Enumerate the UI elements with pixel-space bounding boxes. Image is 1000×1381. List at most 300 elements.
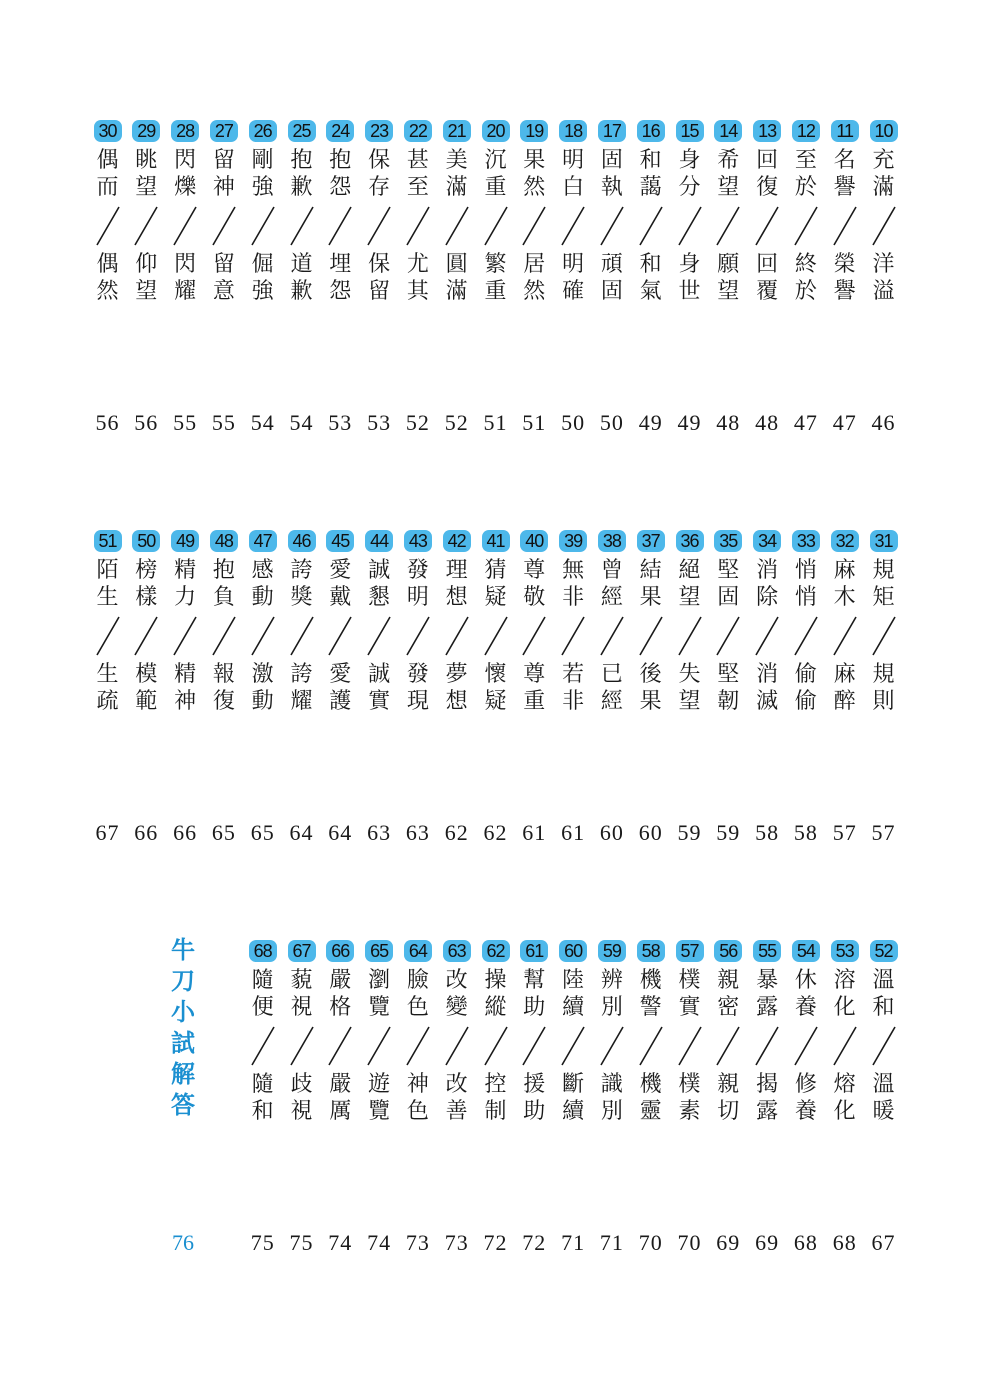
- page-reference: 49: [677, 410, 702, 435]
- word-char: 榜: [135, 558, 158, 583]
- word-char: 譽: [833, 175, 856, 200]
- page-reference: 60: [638, 820, 663, 845]
- word-char: 無: [562, 558, 585, 583]
- word-char: 望: [135, 175, 158, 200]
- item-number-badge: 47: [249, 530, 277, 552]
- word-char: 明: [406, 585, 429, 610]
- page-reference: 68: [832, 1230, 857, 1255]
- slash-divider: [287, 201, 317, 251]
- word-char: 化: [833, 995, 856, 1020]
- slash-line: [756, 1027, 778, 1065]
- word-char: 樣: [135, 585, 158, 610]
- word-char: 藹: [639, 175, 662, 200]
- answer-entry: [243, 940, 282, 1125]
- slash-line: [485, 207, 507, 245]
- word-char: 身: [678, 252, 701, 277]
- slash-divider: [869, 1021, 899, 1071]
- item-number-badge: 61: [520, 940, 548, 962]
- answer-entry: [748, 940, 787, 1125]
- page-reference: 51: [483, 410, 508, 435]
- page-reference: 63: [405, 820, 430, 845]
- slash-line: [834, 207, 856, 245]
- slash-line: [329, 617, 351, 655]
- slash-line: [213, 207, 235, 245]
- slash-divider: [830, 1021, 860, 1071]
- answer-entry: [476, 940, 515, 1125]
- item-number-badge: 51: [94, 530, 122, 552]
- item-number-badge: 65: [365, 940, 393, 962]
- page-reference: 50: [561, 410, 586, 435]
- item-number-badge: 23: [365, 120, 393, 142]
- section-title-char: 牛: [171, 936, 195, 964]
- slash-line: [601, 617, 623, 655]
- item-number-badge: 28: [171, 120, 199, 142]
- word-char: 韌: [717, 689, 740, 714]
- page-reference: 71: [599, 1230, 624, 1255]
- slash-divider: [481, 201, 511, 251]
- word-char: 確: [562, 279, 585, 304]
- page-reference: 63: [367, 820, 392, 845]
- answer-entry: [437, 120, 476, 305]
- answer-entry: [204, 120, 243, 305]
- word-char: 暖: [872, 1099, 895, 1124]
- word-char: 敬: [523, 585, 546, 610]
- slash-line: [640, 1027, 662, 1065]
- word-char: 然: [523, 175, 546, 200]
- word-char: 望: [135, 279, 158, 304]
- page-reference: 52: [444, 410, 469, 435]
- slash-line: [97, 207, 119, 245]
- word-char: 堅: [717, 558, 740, 583]
- slash-line: [640, 207, 662, 245]
- word-char: 感: [251, 558, 274, 583]
- slash-divider: [131, 611, 161, 661]
- answer-entry: [515, 120, 554, 305]
- page-reference: 75: [289, 1230, 314, 1255]
- word-char: 報: [212, 662, 235, 687]
- word-char: 露: [756, 1099, 779, 1124]
- answer-entry: [748, 530, 787, 715]
- item-number-badge: 58: [637, 940, 665, 962]
- word-char: 於: [794, 175, 817, 200]
- word-char: 尊: [523, 662, 546, 687]
- word-char: 執: [600, 175, 623, 200]
- slash-line: [679, 1027, 701, 1065]
- word-char: 溫: [872, 968, 895, 993]
- page-reference: 72: [483, 1230, 508, 1255]
- slash-line: [679, 207, 701, 245]
- answer-entry: [321, 120, 360, 305]
- word-char: 激: [251, 662, 274, 687]
- word-char: 世: [678, 279, 701, 304]
- word-char: 偶: [96, 252, 119, 277]
- word-char: 保: [368, 148, 391, 173]
- page-reference: 54: [250, 410, 275, 435]
- word-char: 怨: [329, 175, 352, 200]
- item-number-badge: 50: [132, 530, 160, 552]
- item-number-badge: 31: [870, 530, 898, 552]
- word-char: 休: [794, 968, 817, 993]
- item-number-badge: 62: [482, 940, 510, 962]
- word-char: 別: [600, 995, 623, 1020]
- item-number-badge: 44: [365, 530, 393, 552]
- slash-line: [174, 207, 196, 245]
- slash-line: [834, 617, 856, 655]
- word-char: 仰: [135, 252, 158, 277]
- word-char: 獎: [290, 585, 313, 610]
- item-number-badge: 63: [443, 940, 471, 962]
- item-number-badge: 26: [249, 120, 277, 142]
- word-char: 誇: [290, 662, 313, 687]
- item-number-badge: 21: [443, 120, 471, 142]
- slash-line: [717, 207, 739, 245]
- page-reference: 62: [444, 820, 469, 845]
- word-char: 偷: [794, 689, 817, 714]
- slash-line: [213, 617, 235, 655]
- item-number-badge: 54: [792, 940, 820, 962]
- page-number: 76: [172, 1230, 194, 1255]
- answer-entry: [437, 530, 476, 715]
- page-reference: 54: [289, 410, 314, 435]
- slash-line: [523, 1027, 545, 1065]
- answer-entry: [243, 120, 282, 305]
- word-char: 已: [600, 662, 623, 687]
- item-number-badge: 45: [326, 530, 354, 552]
- page-reference: 64: [289, 820, 314, 845]
- word-char: 機: [639, 1072, 662, 1097]
- word-char: 消: [756, 558, 779, 583]
- word-char: 生: [96, 585, 119, 610]
- word-char: 眺: [135, 148, 158, 173]
- answer-entry: [825, 120, 864, 305]
- slash-divider: [481, 1021, 511, 1071]
- slash-divider: [325, 611, 355, 661]
- word-char: 抱: [329, 148, 352, 173]
- word-char: 麻: [833, 558, 856, 583]
- word-char: 警: [639, 995, 662, 1020]
- answer-entry: [360, 530, 399, 715]
- slash-divider: [287, 611, 317, 661]
- slash-divider: [403, 611, 433, 661]
- word-char: 強: [251, 175, 274, 200]
- word-char: 閃: [174, 148, 197, 173]
- word-char: 視: [290, 995, 313, 1020]
- word-char: 改: [445, 1072, 468, 1097]
- word-char: 範: [135, 689, 158, 714]
- item-number-badge: 24: [326, 120, 354, 142]
- word-char: 然: [523, 279, 546, 304]
- slash-line: [756, 617, 778, 655]
- answer-entry: [709, 530, 748, 715]
- slash-divider: [93, 201, 123, 251]
- slash-divider: [675, 201, 705, 251]
- slash-divider: [636, 611, 666, 661]
- word-char: 色: [406, 1099, 429, 1124]
- slash-divider: [93, 611, 123, 661]
- word-char: 溫: [872, 1072, 895, 1097]
- page-reference: 64: [328, 820, 353, 845]
- word-char: 理: [445, 558, 468, 583]
- slash-line: [252, 617, 274, 655]
- word-char: 夢: [445, 662, 468, 687]
- answer-entry: [709, 940, 748, 1125]
- page-reference: 66: [134, 820, 159, 845]
- word-char: 抱: [212, 558, 235, 583]
- slash-divider: [364, 611, 394, 661]
- page-reference: 71: [561, 1230, 586, 1255]
- slash-line: [485, 617, 507, 655]
- word-char: 頑: [600, 252, 623, 277]
- item-number-badge: 27: [210, 120, 238, 142]
- item-number-badge: 11: [831, 120, 859, 142]
- word-char: 存: [368, 175, 391, 200]
- word-char: 堅: [717, 662, 740, 687]
- answer-entry: [321, 530, 360, 715]
- word-char: 愛: [329, 558, 352, 583]
- word-char: 控: [484, 1072, 507, 1097]
- answer-entry: [631, 940, 670, 1125]
- page-reference: 66: [173, 820, 198, 845]
- word-char: 曾: [600, 558, 623, 583]
- slash-divider: [248, 1021, 278, 1071]
- word-char: 於: [794, 279, 817, 304]
- word-char: 願: [717, 252, 740, 277]
- slash-line: [795, 617, 817, 655]
- slash-line: [174, 617, 196, 655]
- word-char: 終: [794, 252, 817, 277]
- word-char: 分: [678, 175, 701, 200]
- answer-entry: [476, 530, 515, 715]
- slash-line: [717, 1027, 739, 1065]
- slash-line: [368, 1027, 390, 1065]
- section-title: [168, 935, 198, 1121]
- page-reference: 70: [677, 1230, 702, 1255]
- page-reference: 59: [677, 820, 702, 845]
- word-char: 戴: [329, 585, 352, 610]
- answer-entry: [282, 940, 321, 1125]
- word-char: 固: [600, 148, 623, 173]
- word-char: 誇: [290, 558, 313, 583]
- item-number-badge: 59: [598, 940, 626, 962]
- word-char: 固: [717, 585, 740, 610]
- item-number-badge: 25: [288, 120, 316, 142]
- slash-line: [252, 207, 274, 245]
- item-number-badge: 40: [520, 530, 548, 552]
- page-reference: 46: [871, 410, 896, 435]
- slash-line: [97, 617, 119, 655]
- word-char: 身: [678, 148, 701, 173]
- slash-divider: [170, 611, 200, 661]
- item-number-badge: 38: [598, 530, 626, 552]
- word-char: 則: [872, 689, 895, 714]
- word-char: 歧: [290, 1072, 313, 1097]
- page-reference: 52: [405, 410, 430, 435]
- answer-entry: [321, 940, 360, 1125]
- word-char: 爍: [174, 175, 197, 200]
- slash-line: [446, 617, 468, 655]
- word-char: 充: [872, 148, 895, 173]
- item-number-badge: 22: [404, 120, 432, 142]
- word-char: 其: [406, 279, 429, 304]
- page-reference: 53: [367, 410, 392, 435]
- slash-line: [717, 617, 739, 655]
- answer-entry: [243, 530, 282, 715]
- word-char: 臉: [406, 968, 429, 993]
- word-char: 重: [484, 175, 507, 200]
- slash-line: [523, 617, 545, 655]
- word-char: 實: [368, 689, 391, 714]
- word-char: 望: [717, 175, 740, 200]
- page-reference: 70: [638, 1230, 663, 1255]
- word-char: 瀏: [368, 968, 391, 993]
- word-char: 望: [678, 585, 701, 610]
- slash-line: [756, 207, 778, 245]
- word-char: 和: [251, 1099, 274, 1124]
- page-reference: 61: [522, 820, 547, 845]
- answer-entry: [864, 940, 903, 1125]
- slash-line: [368, 207, 390, 245]
- word-char: 矩: [872, 585, 895, 610]
- word-char: 抱: [290, 148, 313, 173]
- word-char: 消: [756, 662, 779, 687]
- item-number-badge: 14: [714, 120, 742, 142]
- word-char: 熔: [833, 1072, 856, 1097]
- word-char: 失: [678, 662, 701, 687]
- page-reference: 65: [250, 820, 275, 845]
- word-char: 希: [717, 148, 740, 173]
- slash-divider: [752, 611, 782, 661]
- slash-line: [562, 617, 584, 655]
- word-char: 疑: [484, 689, 507, 714]
- word-char: 覽: [368, 1099, 391, 1124]
- word-char: 誠: [368, 558, 391, 583]
- slash-divider: [597, 1021, 627, 1071]
- slash-line: [368, 617, 390, 655]
- word-char: 復: [212, 689, 235, 714]
- word-char: 明: [562, 148, 585, 173]
- section-title-char: 試: [171, 1029, 195, 1057]
- slash-divider: [325, 201, 355, 251]
- page-reference: 67: [95, 820, 120, 845]
- word-char: 榮: [833, 252, 856, 277]
- slash-line: [523, 207, 545, 245]
- slash-line: [407, 617, 429, 655]
- slash-divider: [248, 201, 278, 251]
- word-char: 望: [717, 279, 740, 304]
- slash-line: [407, 1027, 429, 1065]
- page-reference: 57: [871, 820, 896, 845]
- page-reference: 49: [638, 410, 663, 435]
- word-char: 露: [756, 995, 779, 1020]
- item-number-badge: 18: [559, 120, 587, 142]
- word-char: 非: [562, 585, 585, 610]
- slash-line: [329, 1027, 351, 1065]
- word-char: 居: [523, 252, 546, 277]
- slash-divider: [869, 201, 899, 251]
- item-number-badge: 67: [288, 940, 316, 962]
- word-char: 規: [872, 662, 895, 687]
- word-char: 歉: [290, 175, 313, 200]
- word-char: 非: [562, 689, 585, 714]
- slash-line: [252, 1027, 274, 1065]
- page-reference: 73: [405, 1230, 430, 1255]
- slash-line: [135, 207, 157, 245]
- answer-entry: [670, 530, 709, 715]
- word-char: 氣: [639, 279, 662, 304]
- word-char: 援: [523, 1072, 546, 1097]
- word-char: 滿: [445, 279, 468, 304]
- item-number-badge: 39: [559, 530, 587, 552]
- word-char: 嚴: [329, 1072, 352, 1097]
- word-char: 機: [639, 968, 662, 993]
- page-reference: 61: [561, 820, 586, 845]
- word-char: 尤: [406, 252, 429, 277]
- item-number-badge: 42: [443, 530, 471, 552]
- answer-entry: [786, 120, 825, 305]
- answer-entry: [554, 120, 593, 305]
- slash-divider: [209, 611, 239, 661]
- word-char: 倔: [251, 252, 274, 277]
- word-char: 懷: [484, 662, 507, 687]
- page-reference: 50: [599, 410, 624, 435]
- slash-divider: [519, 201, 549, 251]
- item-number-badge: 46: [288, 530, 316, 552]
- word-char: 誠: [368, 662, 391, 687]
- word-char: 望: [678, 689, 701, 714]
- word-char: 名: [833, 148, 856, 173]
- answer-entry: [127, 120, 166, 305]
- item-number-badge: 15: [676, 120, 704, 142]
- word-char: 想: [445, 689, 468, 714]
- item-number-badge: 53: [831, 940, 859, 962]
- word-char: 強: [251, 279, 274, 304]
- word-char: 親: [717, 968, 740, 993]
- word-char: 變: [445, 995, 468, 1020]
- word-char: 續: [562, 1099, 585, 1124]
- slash-divider: [558, 611, 588, 661]
- word-char: 發: [406, 558, 429, 583]
- answer-entry: [825, 940, 864, 1125]
- answer-entry: [282, 530, 321, 715]
- answer-entry: [515, 940, 554, 1125]
- slash-line: [679, 617, 701, 655]
- word-char: 偶: [96, 148, 119, 173]
- word-char: 便: [251, 995, 274, 1020]
- word-char: 識: [600, 1072, 623, 1097]
- item-number-badge: 55: [753, 940, 781, 962]
- slash-divider: [287, 1021, 317, 1071]
- word-char: 耀: [174, 279, 197, 304]
- slash-line: [601, 1027, 623, 1065]
- slash-divider: [791, 1021, 821, 1071]
- answer-entry: [88, 120, 127, 305]
- word-char: 親: [717, 1072, 740, 1097]
- word-char: 木: [833, 585, 856, 610]
- word-char: 結: [639, 558, 662, 583]
- word-char: 陌: [96, 558, 119, 583]
- item-number-badge: 49: [171, 530, 199, 552]
- word-char: 現: [406, 689, 429, 714]
- slash-line: [834, 1027, 856, 1065]
- slash-line: [329, 207, 351, 245]
- section-title-char: 刀: [171, 967, 195, 995]
- word-char: 復: [756, 175, 779, 200]
- word-char: 暴: [756, 968, 779, 993]
- section-title-char: 解: [171, 1060, 195, 1088]
- answer-entry: [864, 120, 903, 305]
- word-char: 道: [290, 252, 313, 277]
- word-char: 麻: [833, 662, 856, 687]
